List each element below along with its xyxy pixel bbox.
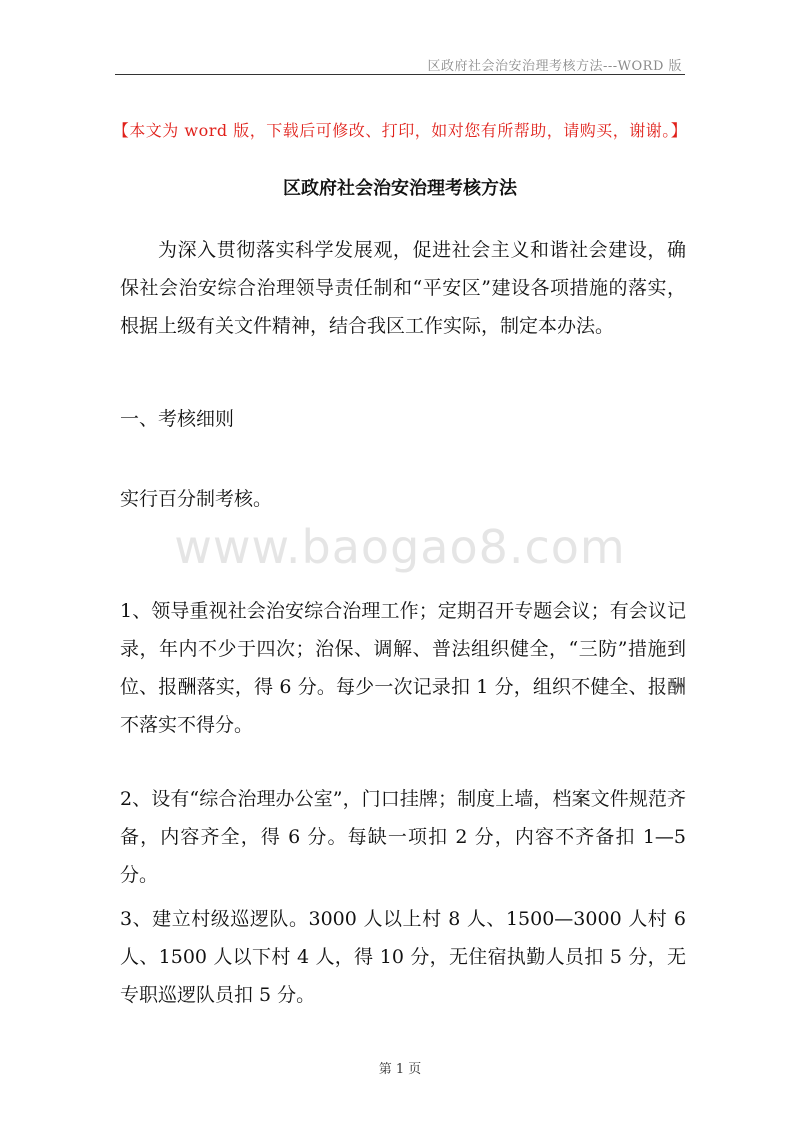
document-title: 区政府社会治安治理考核方法 [283, 178, 517, 199]
intro-paragraph: 为深入贯彻落实科学发展观，促进社会主义和谐社会建设，确保社会治安综合治理领导责任制和“平安区”建设各项措施的落实，根据上级有关文件精神，结合我区工作实际，制定本办法。 [120, 239, 686, 337]
page-number: 第 1 页 [378, 1062, 422, 1077]
section-heading: 一、考核细则 [120, 408, 235, 430]
running-header-title: 区政府社会治安治理考核方法---WORD 版 [427, 59, 682, 74]
download-notice: 【本文为 word 版，下载后可修改、打印，如对您有所帮助，请购买，谢谢。】 [112, 121, 688, 140]
header-divider [115, 74, 685, 75]
criteria-item-3: 3、建立村级巡逻队。3000 人以上村 8 人、1500—3000 人村 6 人、1500 人以下村 4 人，得 10 分，无住宿执勤人员扣 5 分，无专职巡逻队员扣 5 分。 [120, 908, 686, 1006]
site-watermark: www.baogao8.com [174, 520, 626, 574]
criteria-item-1: 1、领导重视社会治安综合治理工作；定期召开专题会议；有会议记录，年内不少于四次；治保、调解、普法组织健全，“三防”措施到位、报酬落实，得 6 分。每少一次记录扣 1 分，组织不健全、报酬不落实不得分。 [120, 600, 686, 736]
scoring-paragraph: 实行百分制考核。 [120, 488, 273, 510]
criteria-item-2: 2、设有“综合治理办公室”，门口挂牌；制度上墙，档案文件规范齐备，内容齐全，得 6 分。每缺一项扣 2 分，内容不齐备扣 1—5 分。 [120, 788, 686, 886]
